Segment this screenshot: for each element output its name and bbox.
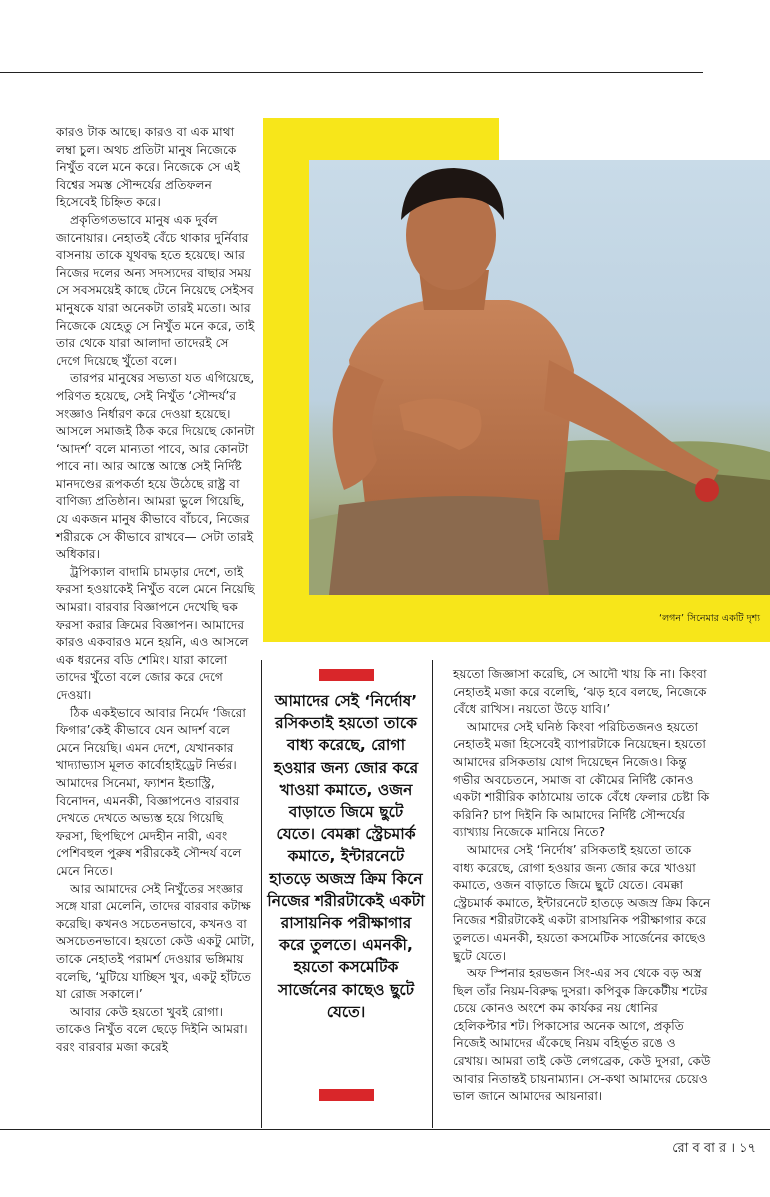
pull-quote: আমাদের সেই ‘নির্দোষ’ রসিকতাই হয়তো তাকে বাধ্য করেছে, রোগা হওয়ার জন্য জোর করে খাওয়া কমাতে, ওজন বাড়াতে জিমে ছুটে যেতে। বেমক্কা স্ট্রেচমার্ক কমাতে, ইন্টারনেটে হাতড়ে অজস্র ক্রিম কিনে নিজের শরীরটাকেই একটা রাসায়নিক পরীক্ষাগার করে তুলতে। এমনকী, হয়তো কসমেটিক সার্জেনের কাছেও ছুটে যেতে। (267, 692, 425, 1021)
paragraph: আমাদের সেই ঘনিষ্ঠ কিংবা পরিচিতজনও হয়তো নেহাতই মজা হিসেবেই ব্যাপারটাকে নিয়েছেন। হয়তো আমাদের রসিকতায় যোগ দিয়েছেন নিজেও। কিন্তু গভীর অবচেতনে, সমাজ বা কৌমের নির্দিষ্ট কোনও একটা শারীরিক কাঠামোয় তাকে বেঁধে ফেলার চেষ্টা কি করিনি? চাপ দিইনি কি আমাদের নির্দিষ্ট সৌন্দর্যের ব্যাখ্যায় নিজেকে মানিয়ে নিতে? (453, 719, 710, 840)
paragraph: আমাদের সেই ‘নির্দোষ’ রসিকতাই হয়তো তাকে বাধ্য করেছে, রোগা হওয়ার জন্য জোর করে খাওয়া কমাতে, ওজন বাড়াতে জিমে ছুটে যেতে। বেমক্কা স্ট্রেচমার্ক কমাতে, ইন্টারনেটে হাতড়ে অজস্র ক্রিম কিনে নিজের শরীরটাকেই একটা রাসায়নিক পরীক্ষাগার করে তুলতে। এমনকী, হয়তো কসমেটিক সার্জেনের কাছেও ছুটে যেতে। (453, 842, 711, 963)
paragraph: কারও টাক আছে। কারও বা এক মাথা লম্বা চুল। অথচ প্রতিটা মানুষ নিজেকে নিখুঁত বলে মনে করে। নিজেকে সে এই বিশ্বের সমস্ত সৌন্দর্যের প্রতিফলন হিসেবেই চিহ্নিত করে। (56, 125, 240, 210)
column-divider-right (432, 660, 433, 1128)
paragraph: অফ স্পিনার হরভজন সিং-এর সব থেকে বড় অস্ত্র ছিল তাঁর নিয়ম-বিরুদ্ধ দুসরা। কপিবুক ক্রিকেটীয় শটের চেয়ে কোনও অংশে কম কার্যকর নয় ধোনির হেলিকপ্টার শট। পিকাসোর অনেক আগে, প্রকৃতি নিজেই আমাদের এঁকেছে নিয়ম বহির্ভূত রঙে ও রেখায়। আমরা তাই কেউ লেগব্রেক, কেউ দুসরা, কেউ আবার নিতান্তই চায়নাম্যান। সে-কথা আমাদের চেয়েও ভাল জানে আমাদের আয়নারা। (453, 966, 711, 1104)
photo-frame-left (263, 118, 309, 642)
left-column (56, 124, 256, 1056)
paragraph: আবার কেউ হয়তো খুবই রোগা। তাকেও নিখুঁত বলে ছেড়ে দিইনি আমরা। বরং বারবার মজা করেই (56, 1004, 248, 1054)
paragraph: প্রকৃতিগতভাবে মানুষ এক দুর্বল জানোয়ার। নেহাতই বেঁচে থাকার দুর্নিবার বাসনায় তাকে যূথবদ্ধ হতে হয়েছে। আর নিজের দলের অন্য সদস্যদের বাছার সময় সে সবসময়েই কাছে টেনে নিয়েছে সেইসব মানুষকে যারা অনেকটা তারই মতো। আর নিজেকে যেহেতু সে নিখুঁত মনে করে, তাই তার থেকে যারা আলাদা তাদেরই সে দেগে দিয়েছে খুঁতো বলে। (56, 212, 255, 368)
paragraph: তারপর মানুষের সভ্যতা যত এগিয়েছে, পরিণত হয়েছে, সেই নিখুঁত ‘সৌন্দর্য’র সংজ্ঞাও নির্ধারণ করে দেওয়া হয়েছে। আসলে সমাজই ঠিক করে দিয়েছে কোনটা ‘আদর্শ’ বলে মান্যতা পাবে, আর কোনটা পাবে না। আর আস্তে আস্তে সেই নির্দিষ্ট মানদণ্ডের রূপকর্তা হয়ে উঠেছে রাষ্ট্র বা বাণিজ্য প্রতিষ্ঠান। আমরা ভুলে গিয়েছি, যে একজন মানুষ কীভাবে বাঁচবে, নিজের শরীরকে সে কীভাবে রাখবে— সেটা তারই অধিকার। (56, 371, 255, 562)
pull-quote-bottom-bar (319, 1089, 374, 1101)
film-still-photo (309, 160, 770, 595)
photo-caption: ‘লগন’ সিনেমার একটি দৃশ্য (659, 613, 760, 624)
right-column (453, 666, 711, 1106)
top-rule (0, 72, 703, 73)
photo-illustration (309, 160, 770, 595)
page-folio: রো ব বা র । ১৭ (672, 1141, 756, 1156)
pull-quote-top-bar (319, 669, 374, 681)
bottom-rule (0, 1129, 770, 1130)
column-divider-left (261, 660, 262, 1128)
paragraph: হয়তো জিজ্ঞাসা করেছি, সে আদৌ খায় কি না। কিংবা নেহাতই মজা করে বলেছি, ‘ঝড় হবে বলছে, নিজেকে বেঁধে রাখিস। নয়তো উড়ে যাবি।’ (453, 667, 707, 717)
paragraph: ঠিক একইভাবে আবার নির্মেদ ‘জিরো ফিগার’কেই কীভাবে যেন আদর্শ বলে মেনে নিয়েছি। এমন দেশে, যেখানকার খাদ্যাভ্যাস মূলত কার্বোহাইড্রেট নির্ভর। আমাদের সিনেমা, ফ্যাশন ইন্ডাস্ট্রি, বিনোদন, এমনকী, বিজ্ঞাপনেও বারবার দেখতে দেখতে অভ্যস্ত হয়ে গিয়েছি ফরসা, ছিপছিপে মেদহীন নারী, এবং পেশিবহুল পুরুষ শরীরকেই সৌন্দর্য বলে মেনে নিতে। (56, 705, 246, 878)
paragraph: ট্রপিক্যাল বাদামি চামড়ার দেশে, তাই ফরসা হওয়াকেই নিখুঁত বলে মেনে নিয়েছি আমরা। বারবার বিজ্ঞাপনে দেখেছি দ্বক ফরসা করার ক্রিমের বিজ্ঞাপন। আমাদের কারও একবারও মনে হয়নি, এও আসলে এক ধরনের বডি শেমিং। যারা কালো তাদের খুঁতো বলে জোর করে দেগে দেওয়া। (56, 564, 255, 702)
paragraph: আর আমাদের সেই নিখুঁতের সংজ্ঞার সঙ্গে যারা মেলেনি, তাদের বারবার কটাক্ষ করেছি। কখনও সচেতনভাবে, কখনও বা অসচেতনভাবে। হয়তো কেউ একটু মোটা, তাকে নেহাতই পরামর্শ দেওয়ার ভঙ্গিমায় বলেছি, ‘মুটিয়ে যাচ্ছিস খুব, একটু হাঁটতে যা রোজ সকালে।’ (56, 881, 255, 1002)
